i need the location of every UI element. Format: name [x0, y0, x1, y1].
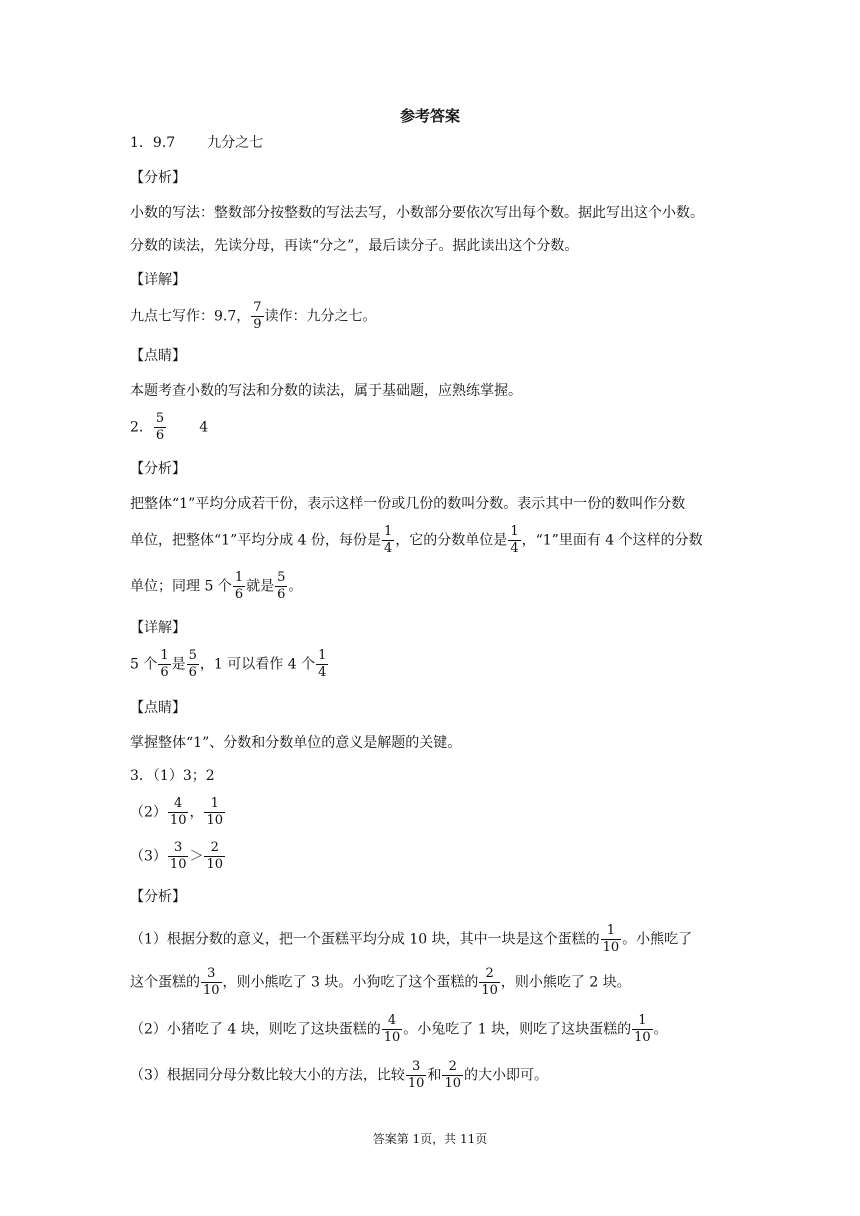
text-run: ，“1”里面有 4 个这样的分数	[521, 532, 703, 549]
part-label: （2）	[130, 804, 167, 821]
fraction	[233, 570, 245, 603]
numerator: 1	[318, 648, 327, 663]
text-run: 5 个	[130, 656, 158, 673]
numerator: 4	[382, 1013, 403, 1030]
numerator: 3	[168, 840, 189, 857]
denominator: 4	[510, 541, 519, 556]
q1-detail	[130, 300, 377, 333]
numerator: 4	[168, 796, 189, 813]
q2-comment-tag: 【点睛】	[130, 700, 186, 716]
fraction	[204, 840, 225, 873]
numerator: 2	[442, 1059, 463, 1076]
text-run: 读作：九分之七。	[264, 308, 377, 325]
denominator: 6	[277, 587, 286, 602]
q3-analysis-tag: 【分析】	[130, 889, 186, 905]
numerator: 3	[406, 1059, 427, 1076]
q1-analysis-tag: 【分析】	[130, 170, 186, 186]
fraction	[201, 966, 222, 999]
denominator: 4	[318, 665, 327, 680]
numerator: 1	[510, 524, 519, 539]
page-footer: 答案第 1页，共 11页	[372, 1132, 488, 1146]
fraction	[275, 570, 287, 603]
fraction	[251, 300, 263, 333]
numerator: 1	[160, 648, 169, 663]
q2-detail	[130, 648, 329, 681]
q3-analysis-line	[130, 1013, 668, 1046]
q1-comment: 本题考查小数的写法和分数的读法，属于基础题，应熟练掌握。	[130, 383, 522, 399]
fraction	[204, 796, 225, 829]
text-run: 这个蛋糕的	[130, 974, 200, 991]
q1-answer-number: 1．9.7	[130, 135, 176, 151]
fraction	[168, 796, 189, 829]
q1-answer	[130, 133, 263, 153]
denominator: 10	[444, 1076, 461, 1091]
q2-analysis-tag: 【分析】	[130, 461, 186, 477]
text-run: ，则小熊吃了 3 块。小狗吃了这个蛋糕的	[222, 974, 479, 991]
numerator: 1	[384, 524, 393, 539]
q1-detail-tag: 【详解】	[130, 272, 186, 288]
denominator: 10	[383, 1030, 401, 1045]
denominator: 10	[602, 940, 620, 955]
text-run: 。小熊吃了	[622, 931, 693, 948]
q3-analysis-line	[130, 1059, 548, 1092]
numerator: 1	[632, 1013, 653, 1030]
text-run: 。	[653, 1021, 668, 1038]
fraction	[168, 840, 189, 873]
text-run: ，则小熊吃了 2 块。	[500, 974, 631, 991]
numerator: 1	[204, 796, 225, 813]
denominator: 10	[203, 983, 220, 998]
q1-analysis-line: 分数的读法，先读分母，再读“分之”，最后读分子。据此读出这个分数。	[130, 238, 579, 254]
text-run: 和	[427, 1067, 442, 1084]
text-run: 九点七写作：9.7，	[130, 308, 251, 325]
numerator: 5	[155, 411, 165, 426]
fraction	[382, 1013, 403, 1046]
fraction	[406, 1059, 427, 1092]
numerator: 7	[253, 300, 262, 315]
text-run: 。	[288, 578, 303, 595]
q2-detail-tag: 【详解】	[130, 620, 186, 636]
denominator: 10	[634, 1030, 651, 1045]
q3-answer-1: 3．（1）3；2	[130, 768, 215, 784]
text-run: （2）小猪吃了 4 块，则吃了这块蛋糕的	[130, 1021, 381, 1038]
q1-comment-tag: 【点睛】	[130, 348, 186, 364]
fraction	[508, 524, 520, 557]
numerator: 1	[234, 570, 244, 585]
text-run: 就是	[246, 578, 275, 595]
fraction	[601, 923, 622, 956]
denominator: 10	[206, 813, 224, 828]
q3-answer-2	[130, 796, 226, 829]
text-run: 。小兔吃了 1 块，则吃了这块蛋糕的	[403, 1021, 632, 1038]
numerator: 3	[201, 966, 222, 983]
denominator: 10	[169, 857, 187, 872]
q2-analysis-line	[130, 524, 703, 557]
numerator: 2	[204, 840, 225, 857]
fraction	[187, 648, 199, 681]
fraction	[442, 1059, 463, 1092]
denominator: 6	[188, 665, 197, 680]
numerator: 5	[277, 570, 286, 585]
denominator: 4	[384, 541, 393, 556]
text-run: ，它的分数单位是	[395, 532, 508, 549]
text-run: 的大小即可。	[464, 1067, 548, 1084]
denominator: 10	[407, 1076, 425, 1091]
fraction	[316, 648, 328, 681]
q2-answer	[130, 411, 208, 444]
answer-value: 4	[199, 419, 209, 436]
fraction	[632, 1013, 653, 1046]
denominator: 10	[206, 857, 224, 872]
denominator: 9	[253, 317, 262, 332]
text-run: 单位，把整体“1”平均分成 4 份，每份是	[130, 532, 382, 549]
q1-answer-text: 九分之七	[207, 135, 264, 151]
numerator: 1	[601, 923, 622, 940]
fraction	[382, 524, 394, 557]
fraction	[479, 966, 500, 999]
numerator: 2	[479, 966, 500, 983]
q3-analysis-line	[130, 966, 631, 999]
denominator: 10	[169, 813, 187, 828]
denominator: 6	[234, 587, 244, 602]
separator: ，	[189, 804, 204, 821]
fraction	[158, 648, 170, 681]
q3-answer-3	[130, 840, 226, 873]
page-title: 参考答案	[399, 107, 460, 125]
fraction	[154, 411, 166, 444]
text-run: （1）根据分数的意义，把一个蛋糕平均分成 10 块，其中一块是这个蛋糕的	[130, 931, 600, 948]
text-run: 单位；同理 5 个	[130, 578, 232, 595]
q2-analysis-line	[130, 570, 302, 603]
q3-analysis-line	[130, 923, 692, 956]
q1-analysis-line: 小数的写法：整数部分按整数的写法去写，小数部分要依次写出每个数。据此写出这个小数。	[130, 205, 704, 221]
denominator: 6	[155, 428, 165, 443]
greater-than-sign: ＞	[189, 848, 204, 865]
q2-comment: 掌握整体“1”、分数和分数单位的意义是解题的关键。	[130, 735, 462, 751]
denominator: 10	[481, 983, 498, 998]
denominator: 6	[160, 665, 169, 680]
text-run: 是	[171, 656, 186, 673]
numerator: 5	[188, 648, 197, 663]
question-number: 2．	[130, 419, 153, 436]
text-run: （3）根据同分母分数比较大小的方法，比较	[130, 1067, 405, 1084]
q2-analysis-line: 把整体“1”平均分成若干份，表示这样一份或几份的数叫分数。表示其中一份的数叫作分数	[130, 496, 686, 512]
part-label: （3）	[130, 848, 167, 865]
text-run: ，1 可以看作 4 个	[199, 656, 316, 673]
